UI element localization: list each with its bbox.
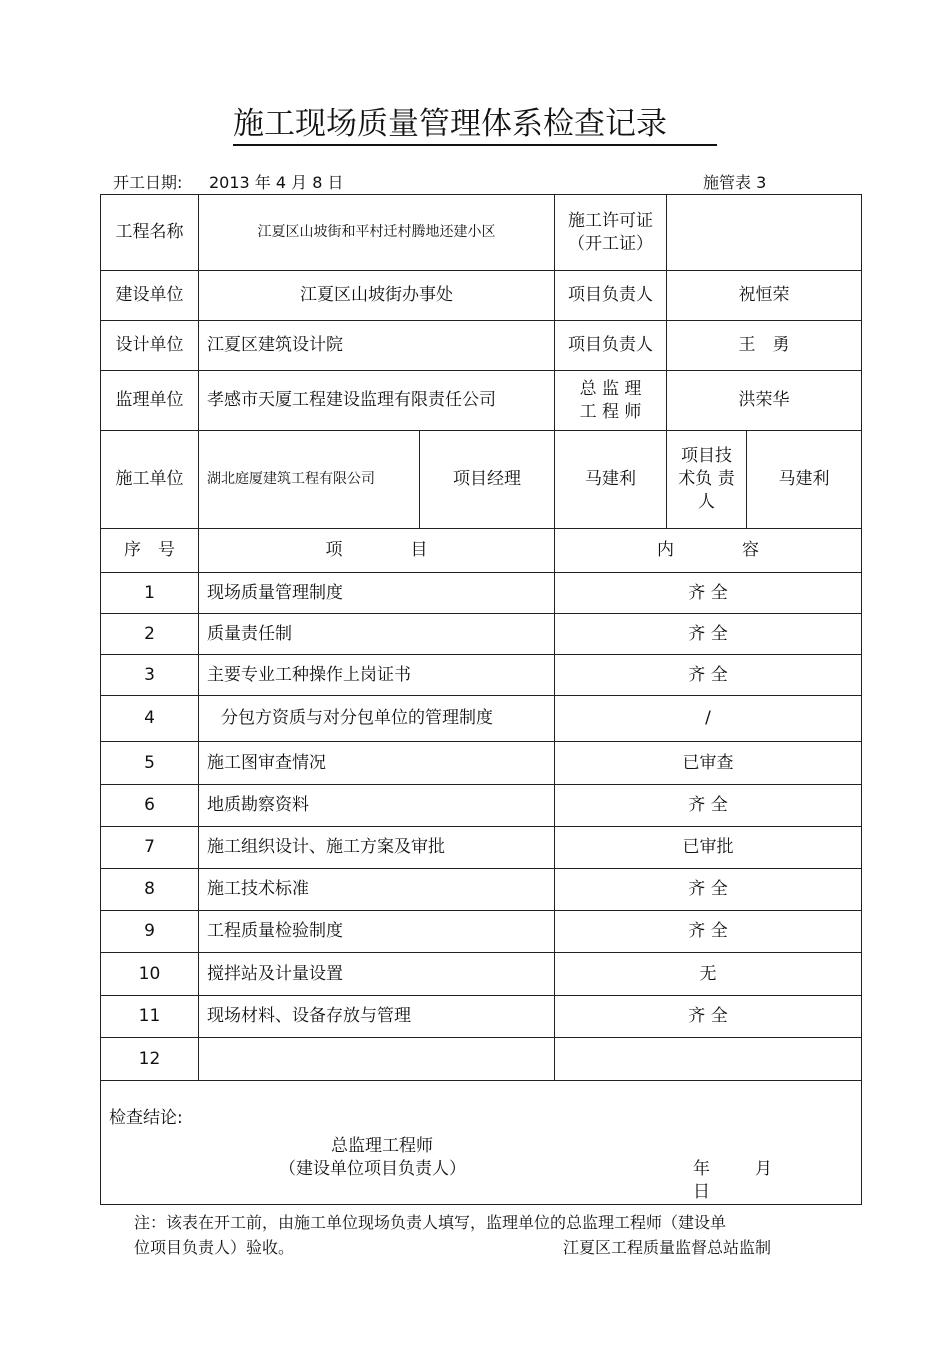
year-label: 年 <box>693 1159 710 1179</box>
conclusion-cell <box>101 1081 862 1205</box>
issuer: 江夏区工程质量监督总站监制 <box>563 1238 772 1257</box>
pm-value: 马建利 <box>555 431 667 529</box>
column-header-item: 项 目 <box>199 529 555 573</box>
row-item: 现场质量管理制度 <box>199 573 555 614</box>
table-row <box>101 869 862 911</box>
row-content: 齐 全 <box>555 573 862 614</box>
row-item: 施工组织设计、施工方案及审批 <box>199 827 555 869</box>
column-header-no: 序 号 <box>101 529 199 573</box>
table-row <box>101 785 862 827</box>
row-content: 齐 全 <box>555 869 862 911</box>
builder-value: 江夏区山坡街办事处 <box>199 271 555 321</box>
contractor-label: 施工单位 <box>101 431 199 529</box>
builder-row <box>101 271 862 321</box>
row-item: 地质勘察资料 <box>199 785 555 827</box>
row-number: 12 <box>101 1038 199 1081</box>
chief-engineer-label: 总 监 理 工 程 师 <box>555 371 667 431</box>
row-number: 4 <box>101 696 199 742</box>
table-row <box>101 655 862 696</box>
row-item: 分包方资质与对分包单位的管理制度 <box>199 696 555 742</box>
conclusion-label: 检查结论: <box>109 1108 183 1128</box>
row-content: / <box>555 696 862 742</box>
page-title: 施工现场质量管理体系检查记录 <box>0 104 950 146</box>
table-row <box>101 953 862 996</box>
table-row <box>101 696 862 742</box>
column-header-row <box>101 529 862 573</box>
builder-pm-value: 祝恒荣 <box>667 271 862 321</box>
builder-label: 建设单位 <box>101 271 199 321</box>
row-number: 11 <box>101 996 199 1038</box>
project-name-row <box>101 195 862 271</box>
project-name-label: 工程名称 <box>101 195 199 271</box>
table-row <box>101 996 862 1038</box>
supervisor-label: 监理单位 <box>101 371 199 431</box>
inspection-table <box>100 194 862 1205</box>
contractor-value: 湖北庭厦建筑工程有限公司 <box>199 431 420 529</box>
row-item: 施工技术标准 <box>199 869 555 911</box>
designer-value: 江夏区建筑设计院 <box>199 321 555 371</box>
row-item: 施工图审查情况 <box>199 742 555 785</box>
row-content: 无 <box>555 953 862 996</box>
supervisor-row <box>101 371 862 431</box>
table-row <box>101 614 862 655</box>
note-line-1: 注：该表在开工前，由施工单位现场负责人填写，监理单位的总监理工程师（建设单 <box>134 1213 727 1232</box>
row-number: 10 <box>101 953 199 996</box>
row-item: 质量责任制 <box>199 614 555 655</box>
chief-engineer-value: 洪荣华 <box>667 371 862 431</box>
table-row <box>101 1038 862 1081</box>
builder-pm-label: 项目负责人 <box>555 271 667 321</box>
row-content: 齐 全 <box>555 614 862 655</box>
builder-pm-signature-label: （建设单位项目负责人） <box>279 1159 466 1179</box>
table-row <box>101 911 862 953</box>
tech-lead-label: 项目技术负 责人 <box>667 431 747 529</box>
conclusion-row <box>101 1081 862 1205</box>
row-content: 齐 全 <box>555 655 862 696</box>
day-label: 日 <box>693 1182 710 1202</box>
row-content: 齐 全 <box>555 996 862 1038</box>
permit-value <box>667 195 862 271</box>
row-content <box>555 1038 862 1081</box>
start-date-value: 2013 年 4 月 8 日 <box>209 173 344 192</box>
row-content: 齐 全 <box>555 785 862 827</box>
form-number: 施管表 3 <box>703 173 767 192</box>
row-number: 1 <box>101 573 199 614</box>
column-header-content: 内 容 <box>555 529 862 573</box>
permit-label: 施工许可证（开工证） <box>555 195 667 271</box>
row-item: 工程质量检验制度 <box>199 911 555 953</box>
supervisor-value: 孝感市天厦工程建设监理有限责任公司 <box>199 371 555 431</box>
table-row <box>101 573 862 614</box>
chief-engineer-signature-label: 总监理工程师 <box>331 1136 433 1156</box>
row-item: 现场材料、设备存放与管理 <box>199 996 555 1038</box>
table-row <box>101 742 862 785</box>
start-date-label: 开工日期: <box>113 173 183 192</box>
row-item: 主要专业工种操作上岗证书 <box>199 655 555 696</box>
row-number: 7 <box>101 827 199 869</box>
tech-lead-value: 马建利 <box>747 431 862 529</box>
designer-pm-value: 王 勇 <box>667 321 862 371</box>
note-line-2: 位项目负责人）验收。 <box>134 1238 295 1257</box>
table-row <box>101 827 862 869</box>
contractor-row <box>101 431 862 529</box>
designer-row <box>101 321 862 371</box>
pm-label: 项目经理 <box>420 431 555 529</box>
row-content: 已审查 <box>555 742 862 785</box>
row-number: 5 <box>101 742 199 785</box>
row-content: 齐 全 <box>555 911 862 953</box>
designer-pm-label: 项目负责人 <box>555 321 667 371</box>
row-number: 2 <box>101 614 199 655</box>
row-number: 3 <box>101 655 199 696</box>
row-content: 已审批 <box>555 827 862 869</box>
row-number: 6 <box>101 785 199 827</box>
row-number: 8 <box>101 869 199 911</box>
project-name-value: 江夏区山坡街和平村迁村腾地还建小区 <box>199 195 555 271</box>
row-number: 9 <box>101 911 199 953</box>
month-label: 月 <box>755 1159 772 1179</box>
row-item <box>199 1038 555 1081</box>
row-item: 搅拌站及计量设置 <box>199 953 555 996</box>
signature-date <box>693 1158 861 1204</box>
designer-label: 设计单位 <box>101 321 199 371</box>
